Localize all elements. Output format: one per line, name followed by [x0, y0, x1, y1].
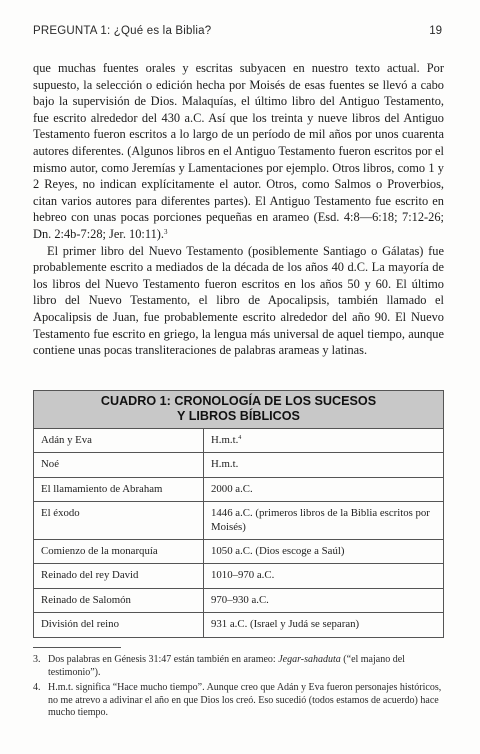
table-title-line: Y LIBROS BÍBLICOS [177, 409, 300, 423]
footnote-number: 4. [33, 682, 41, 694]
page-number: 19 [429, 25, 442, 37]
table-row [34, 564, 444, 588]
table-title [34, 391, 444, 429]
footnote-ref-link[interactable]: 3 [164, 227, 168, 236]
table-row [34, 588, 444, 612]
table-row [34, 453, 444, 477]
event-cell: División del reino [34, 613, 204, 637]
footnote-text: H.m.t. significa “Hace mucho tiempo”. Aunque creo que Adán y Eva fueron personajes históricos, no me atrevo a adivinar el año en que Dios los creó. Eso sucedió (todos estamos de acuerdo) hace mucho tiempo. [48, 682, 442, 719]
table-row [34, 540, 444, 564]
event-cell: Adán y Eva [34, 429, 204, 453]
table-header-row [34, 391, 444, 429]
date-cell: 970–930 a.C. [204, 588, 444, 612]
event-cell: Noé [34, 453, 204, 477]
footnote-text: (“el majano del testimonio”). [48, 654, 405, 678]
date-cell: 1446 a.C. (primeros libros de la Biblia escritos por Moisés) [204, 502, 444, 540]
footnote-ref-link[interactable]: 4 [238, 435, 242, 441]
paragraph-text: que muchas fuentes orales y escritas subyacen en nuestro texto actual. Por supuesto, la selección o edición hecha por Moisés de esas fuentes se llevó a cabo bajo la supervisión de Dios. Malaquías, el último libro del Antiguo Testamento, fue escrito alrededor del 430 a.C. Así que los treinta y nueve libros del Antiguo Testamento fueron escritos a lo largo de un período de mil años por unos cuarenta autores diferentes. (Algunos libros en el Antiguo Testamento fueron escritos por el mismo autor, como Jeremías y Lamentaciones por ejemplo. Otros libros, como 1 y 2 Reyes, no indican explícitamente el autor. Otros, como Salmos o Proverbios, citan varios autores para diferentes partes). El Antiguo Testamento fue escrito en hebreo con unas pocas porciones pequeñas en arameo (Esd. 4:8—6:18; 7:12-26; Dn. 2:4b-7:28; Jer. 10:11). [33, 61, 444, 241]
event-cell: Reinado del rey David [34, 564, 204, 588]
table-title-line: CUADRO 1: CRONOLOGÍA DE LOS SUCESOS [100, 394, 377, 408]
footnotes [33, 654, 444, 723]
footnote-italic-term: Jegar-sahaduta [278, 654, 341, 665]
running-title: PREGUNTA 1: ¿Qué es la Biblia? [33, 25, 212, 37]
table-row [34, 429, 444, 453]
table-row [34, 477, 444, 501]
event-cell: El llamamiento de Abraham [34, 477, 204, 501]
date-cell: 931 a.C. (Israel y Judá se separan) [204, 613, 444, 637]
footnote-divider [33, 647, 121, 648]
footnote-text: Dos palabras en Génesis 31:47 están también en arameo: [48, 654, 279, 665]
event-cell: Comienzo de la monarquía [34, 540, 204, 564]
paragraph-text: El primer libro del Nuevo Testamento (posiblemente Santiago o Gálatas) fue probablemente escrito a mediados de la década de los años 40 d.C. La mayoría de los libros del Nuevo Testamento fueron escritos en los años 50 y 60. El último libro del Nuevo Testamento, el libro de Apocalipsis, también llamado el Apocalipsis de Juan, fue probablemente escrito alrededor del año 90. El Nuevo Testamento fue escrito en griego, la lengua más universal de aquel tiempo, aunque contiene unas pocas transliteraciones de palabras arameas y latinas. [33, 243, 444, 358]
table-row [34, 613, 444, 637]
footnote-number: 3. [33, 654, 41, 665]
date-cell: H.m.t. [204, 453, 444, 477]
date-cell [204, 429, 444, 453]
event-cell: Reinado de Salomón [34, 588, 204, 612]
footnote [33, 654, 444, 679]
body-text [33, 60, 444, 359]
paragraph [33, 60, 444, 243]
footnote [33, 682, 444, 720]
paragraph [33, 243, 444, 359]
running-header [33, 25, 442, 41]
event-cell: El éxodo [34, 502, 204, 540]
date-cell: 2000 a.C. [204, 477, 444, 501]
date-cell: 1010–970 a.C. [204, 564, 444, 588]
chronology-table [33, 390, 444, 638]
date-text: H.m.t. [211, 434, 239, 446]
table-row [34, 502, 444, 540]
date-cell: 1050 a.C. (Dios escoge a Saúl) [204, 540, 444, 564]
